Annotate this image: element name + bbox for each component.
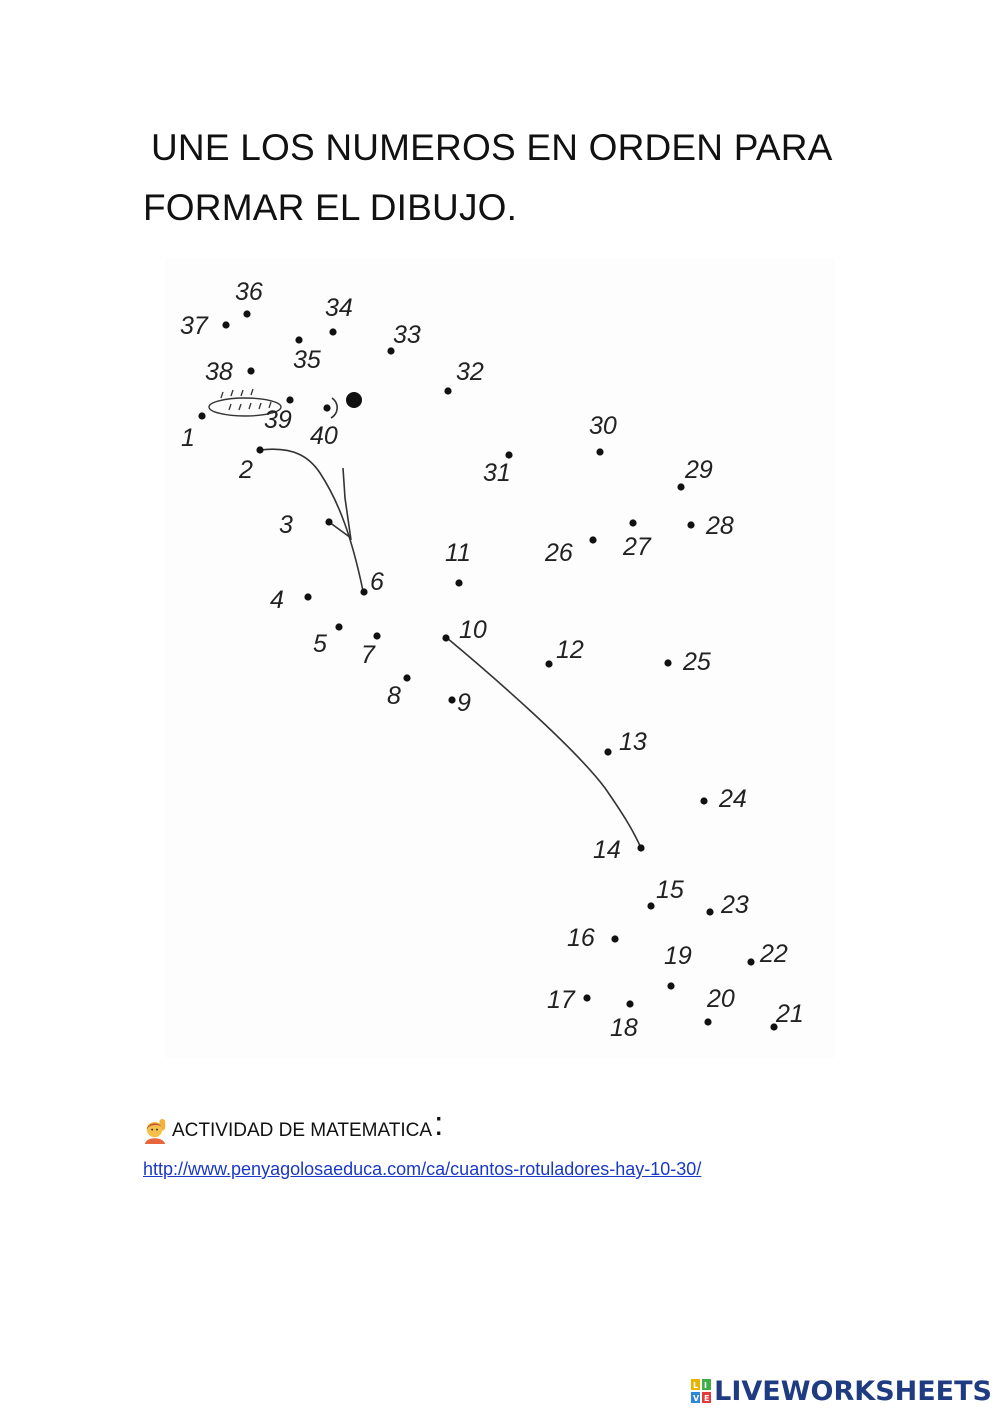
dot-14 (637, 844, 644, 851)
guide-stroke-long-curve (447, 638, 641, 848)
dot-label-37: 37 (180, 312, 208, 340)
dot-30 (596, 448, 603, 455)
dot-40 (323, 404, 330, 411)
dot-label-33: 33 (393, 321, 421, 349)
dot-24 (700, 797, 707, 804)
dot-label-2: 2 (239, 456, 253, 484)
dot-15 (647, 902, 654, 909)
dot-label-17: 17 (547, 986, 575, 1014)
dot-label-29: 29 (685, 456, 713, 484)
dot-13 (604, 748, 611, 755)
svg-text:L: L (693, 1381, 699, 1390)
dot-label-19: 19 (664, 942, 692, 970)
dot-label-10: 10 (459, 616, 487, 644)
dot-12 (545, 660, 552, 667)
dot-label-30: 30 (589, 412, 617, 440)
dot-4 (304, 593, 311, 600)
dot-label-6: 6 (370, 568, 384, 596)
dot-5 (335, 623, 342, 630)
dot-label-32: 32 (456, 358, 484, 386)
dot-to-dot-canvas (165, 258, 835, 1058)
dot-label-26: 26 (545, 539, 573, 567)
dot-31 (505, 451, 512, 458)
dot-32 (444, 387, 451, 394)
instruction-title (143, 118, 863, 238)
svg-text:V: V (693, 1394, 700, 1403)
dot-label-11: 11 (445, 539, 471, 567)
dot-label-35: 35 (293, 346, 321, 374)
dot-label-7: 7 (361, 641, 375, 669)
dot-38 (247, 367, 254, 374)
dot-label-38: 38 (205, 358, 233, 386)
dot-label-14: 14 (593, 836, 621, 864)
dot-to-dot-drawing (165, 258, 835, 1058)
dot-26 (589, 536, 596, 543)
dot-label-27: 27 (623, 533, 651, 561)
raising-hand-emoji-icon (143, 1118, 170, 1145)
dot-8 (403, 674, 410, 681)
dot-label-8: 8 (387, 682, 401, 710)
dot-2 (256, 446, 263, 453)
activity-colon: : (434, 1104, 444, 1143)
dot-label-22: 22 (760, 940, 788, 968)
instruction-line-2: FORMAR EL DIBUJO. (143, 187, 518, 228)
dot-label-15: 15 (656, 876, 684, 904)
dot-19 (667, 982, 674, 989)
dot-label-40: 40 (310, 422, 338, 450)
dot-label-9: 9 (457, 689, 471, 717)
dot-11 (455, 579, 462, 586)
dot-39 (286, 396, 293, 403)
dot-label-23: 23 (721, 891, 749, 919)
dot-label-21: 21 (776, 1000, 804, 1028)
dot-22 (747, 958, 754, 965)
dot-17 (583, 994, 590, 1001)
dot-9 (448, 696, 455, 703)
liveworksheets-logo-icon (690, 1378, 712, 1404)
dot-label-1: 1 (181, 424, 195, 452)
dot-6 (360, 588, 367, 595)
dot-label-13: 13 (619, 728, 647, 756)
dot-25 (664, 659, 671, 666)
guide-eye-pupil (346, 392, 362, 408)
dot-label-31: 31 (483, 459, 511, 487)
dot-label-24: 24 (719, 785, 747, 813)
dot-16 (611, 935, 618, 942)
dot-27 (629, 519, 636, 526)
dot-label-20: 20 (707, 985, 735, 1013)
dot-20 (704, 1018, 711, 1025)
dot-label-5: 5 (313, 630, 327, 658)
dot-label-4: 4 (270, 586, 284, 614)
dot-label-12: 12 (556, 636, 584, 664)
dot-label-28: 28 (706, 512, 734, 540)
dot-28 (687, 521, 694, 528)
dot-label-16: 16 (567, 924, 595, 952)
dot-36 (243, 310, 250, 317)
dot-10 (442, 634, 449, 641)
svg-text:E: E (704, 1394, 710, 1403)
liveworksheets-brand: LIVEWORKSHEETS (714, 1375, 992, 1407)
dot-29 (677, 483, 684, 490)
activity-link[interactable]: http://www.penyagolosaeduca.com/ca/cuantos-rotuladores-hay-10-30/ (143, 1159, 702, 1179)
dot-3 (325, 518, 332, 525)
dot-label-39: 39 (264, 406, 292, 434)
dot-label-36: 36 (235, 278, 263, 306)
dot-1 (198, 412, 205, 419)
dot-label-25: 25 (683, 648, 711, 676)
liveworksheets-footer (690, 1371, 992, 1411)
dot-label-18: 18 (610, 1014, 638, 1042)
dot-34 (329, 328, 336, 335)
dot-18 (626, 1000, 633, 1007)
dot-37 (222, 321, 229, 328)
dots-layer (180, 278, 804, 1042)
dot-label-3: 3 (279, 511, 293, 539)
guide-eye-brow (331, 398, 337, 418)
dot-7 (373, 632, 380, 639)
dot-23 (706, 908, 713, 915)
dot-label-34: 34 (325, 294, 353, 322)
instruction-line-1: UNE LOS NUMEROS EN ORDEN PARA (151, 127, 833, 168)
activity-label: ACTIVIDAD DE MATEMATICA (172, 1120, 433, 1141)
svg-text:I: I (704, 1381, 708, 1390)
activity-heading (143, 1104, 444, 1146)
dot-35 (295, 336, 302, 343)
